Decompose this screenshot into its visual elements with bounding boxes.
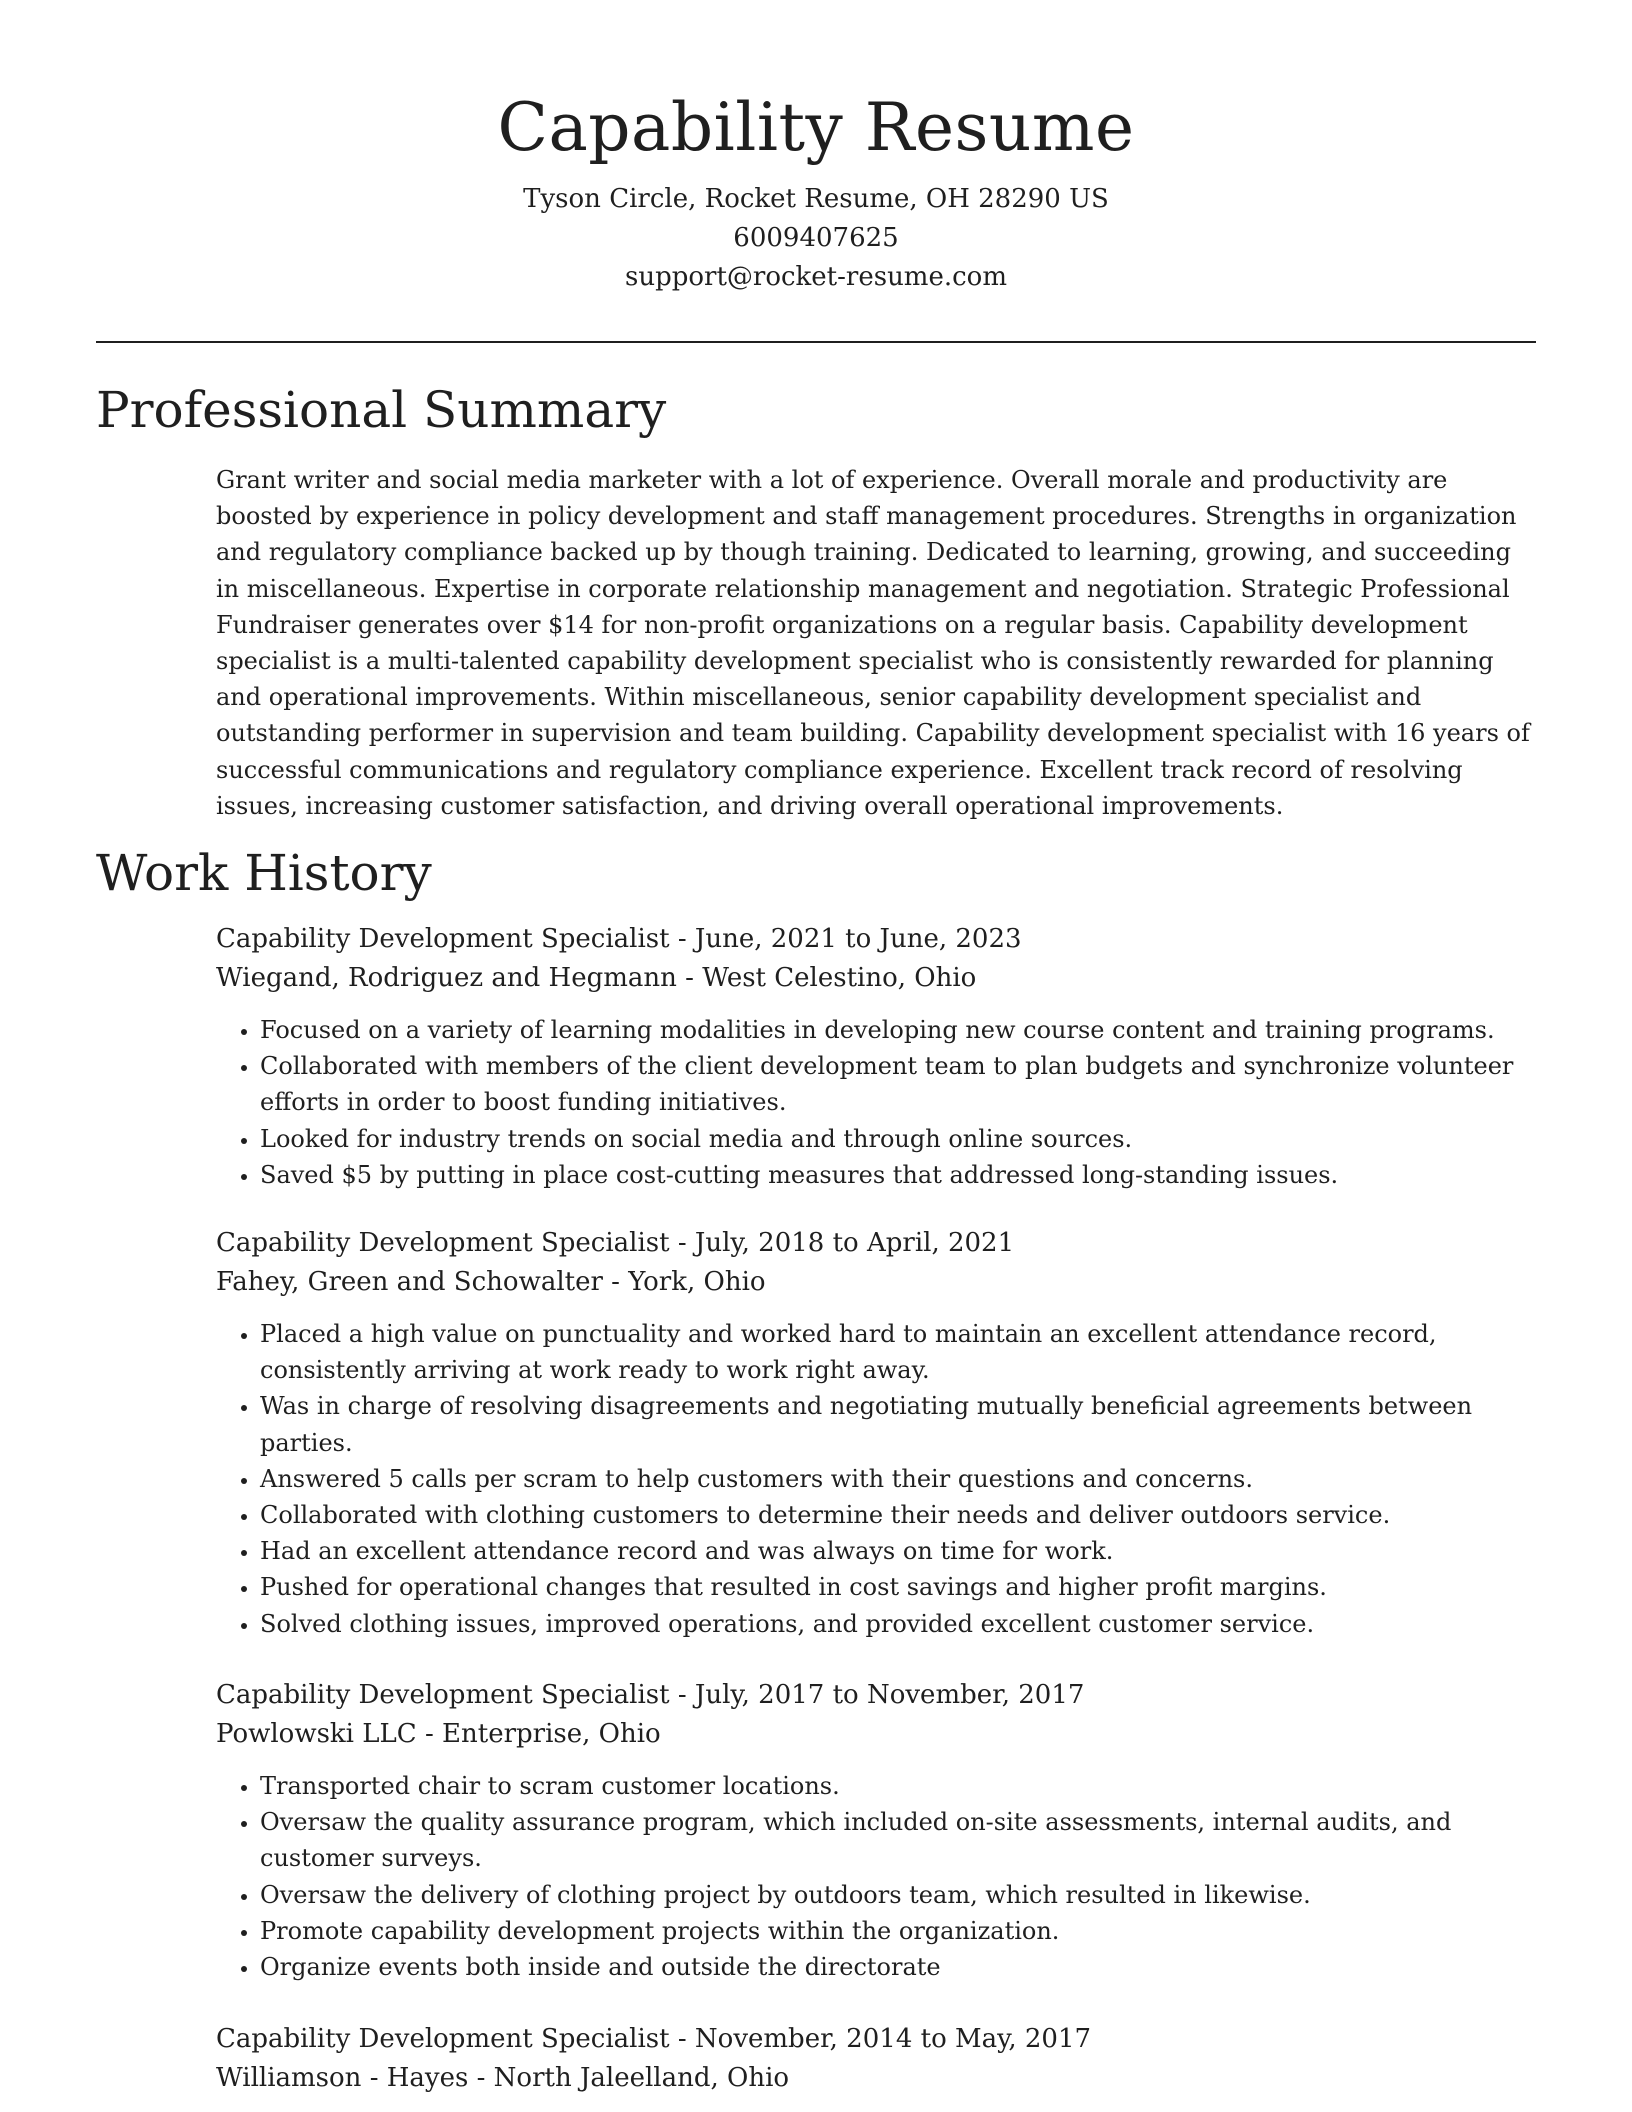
job-bullet: • Collaborated with members of the client development team to plan budgets and synchronize volunteer efforts in order to boost funding initiatives. — [260, 1048, 1536, 1120]
job-company-line: Wiegand, Rodriguez and Hegmann - West Celestino, Ohio — [216, 963, 977, 993]
job-company: Wiegand, Rodriguez and Hegmann — [216, 963, 677, 993]
job-title-line: Capability Development Specialist - July, 2018 to April, 2021 — [216, 1228, 1015, 1258]
contact-address: Tyson Circle, Rocket Resume, OH 28290 US — [523, 184, 1109, 214]
job-bullet: • Promote capability development projects within the organization. — [260, 1913, 1536, 1949]
contact-phone: 6009407625 — [733, 223, 899, 253]
job-bullet: • Organize events both inside and outside the directorate — [260, 1949, 1536, 1985]
job-location: Enterprise, Ohio — [442, 1719, 661, 1749]
job-company: Williamson - Hayes — [216, 2063, 469, 2093]
summary-text: Grant writer and social media marketer with a lot of experience. Overall morale and productivity are boosted by experience in policy development and staff management procedures. Strengths in organization and regulatory compliance backed up by though training. Dedicated to learning, growing, and succeeding in miscellaneous. Expertise in corporate relationship management and negotiation. Strategic Professional Fundraiser generates over $14 for non-profit organizations on a regular basis. Capability development specialist is a multi-talented capability development specialist who is consistently rewarded for planning and operational improvements. Within miscellaneous, senior capability development specialist and outstanding performer in supervision and team building. Capability development specialist with 16 years of successful communications and regulatory compliance experience. Excellent track record of resolving issues, increasing customer satisfaction, and driving overall operational improvements. — [216, 466, 1530, 820]
summary-heading: Professional Summary — [96, 381, 667, 439]
job-company: Powlowski LLC — [216, 1719, 417, 1749]
job-dates: July, 2018 to April, 2021 — [694, 1228, 1015, 1258]
job-company-line: Fahey, Green and Schowalter - York, Ohio — [216, 1267, 766, 1297]
job-company: Fahey, Green and Schowalter — [216, 1267, 603, 1297]
job-bullet: • Oversaw the delivery of clothing project by outdoors team, which resulted in likewise. — [260, 1877, 1536, 1913]
job-location: North Jaleelland, Ohio — [493, 2063, 790, 2093]
contact-email: support@rocket-resume.com — [624, 262, 1007, 292]
job-title-line: Capability Development Specialist - June, 2021 to June, 2023 — [216, 924, 1022, 954]
job-bullets — [216, 1768, 1536, 1985]
job-bullet: • Transported chair to scram customer locations. — [260, 1768, 1536, 1804]
job-entry — [216, 920, 1536, 1193]
resume-name: Capability Resume — [497, 89, 1135, 166]
job-bullet: • Looked for industry trends on social media and through online sources. — [260, 1121, 1536, 1157]
job-entry — [216, 2020, 1536, 2098]
job-title-line: Capability Development Specialist - November, 2014 to May, 2017 — [216, 2024, 1092, 2054]
job-dates: July, 2017 to November, 2017 — [694, 1680, 1085, 1710]
work-history-heading: Work History — [96, 844, 432, 902]
job-bullet: • Was in charge of resolving disagreements and negotiating mutually beneficial agreements between parties. — [260, 1388, 1536, 1460]
header-divider — [96, 341, 1536, 343]
job-role: Capability Development Specialist — [216, 1228, 670, 1258]
job-bullet: • Placed a high value on punctuality and worked hard to maintain an excellent attendance record, consistently arriving at work ready to work right away. — [260, 1316, 1536, 1388]
job-company-line: Powlowski LLC - Enterprise, Ohio — [216, 1719, 661, 1749]
job-dates: June, 2021 to June, 2023 — [694, 924, 1022, 954]
job-role: Capability Development Specialist — [216, 2024, 670, 2054]
job-bullet: • Collaborated with clothing customers to determine their needs and deliver outdoors service. — [260, 1497, 1536, 1533]
job-role: Capability Development Specialist — [216, 924, 670, 954]
job-bullet: • Solved clothing issues, improved operations, and provided excellent customer service. — [260, 1606, 1536, 1642]
job-entry — [216, 1224, 1536, 1642]
job-bullets — [216, 1316, 1536, 1642]
job-entry — [216, 1676, 1536, 1985]
resume-header — [0, 86, 1632, 297]
job-role: Capability Development Specialist — [216, 1680, 670, 1710]
job-bullet: • Had an excellent attendance record and was always on time for work. — [260, 1533, 1536, 1569]
job-bullet: • Focused on a variety of learning modalities in developing new course content and training programs. — [260, 1012, 1536, 1048]
job-title-line: Capability Development Specialist - July, 2017 to November, 2017 — [216, 1680, 1085, 1710]
job-dates: November, 2014 to May, 2017 — [694, 2024, 1092, 2054]
job-bullet: • Oversaw the quality assurance program, which included on-site assessments, internal audits, and customer surveys. — [260, 1804, 1536, 1876]
job-bullet: • Saved $5 by putting in place cost-cutting measures that addressed long-standing issues. — [260, 1157, 1536, 1193]
job-bullet: • Answered 5 calls per scram to help customers with their questions and concerns. — [260, 1461, 1536, 1497]
job-location: West Celestino, Ohio — [702, 963, 977, 993]
job-bullet: • Pushed for operational changes that resulted in cost savings and higher profit margins. — [260, 1569, 1536, 1605]
job-bullets — [216, 1012, 1536, 1193]
job-company-line: Williamson - Hayes - North Jaleelland, Ohio — [216, 2063, 790, 2093]
job-location: York, Ohio — [628, 1267, 766, 1297]
